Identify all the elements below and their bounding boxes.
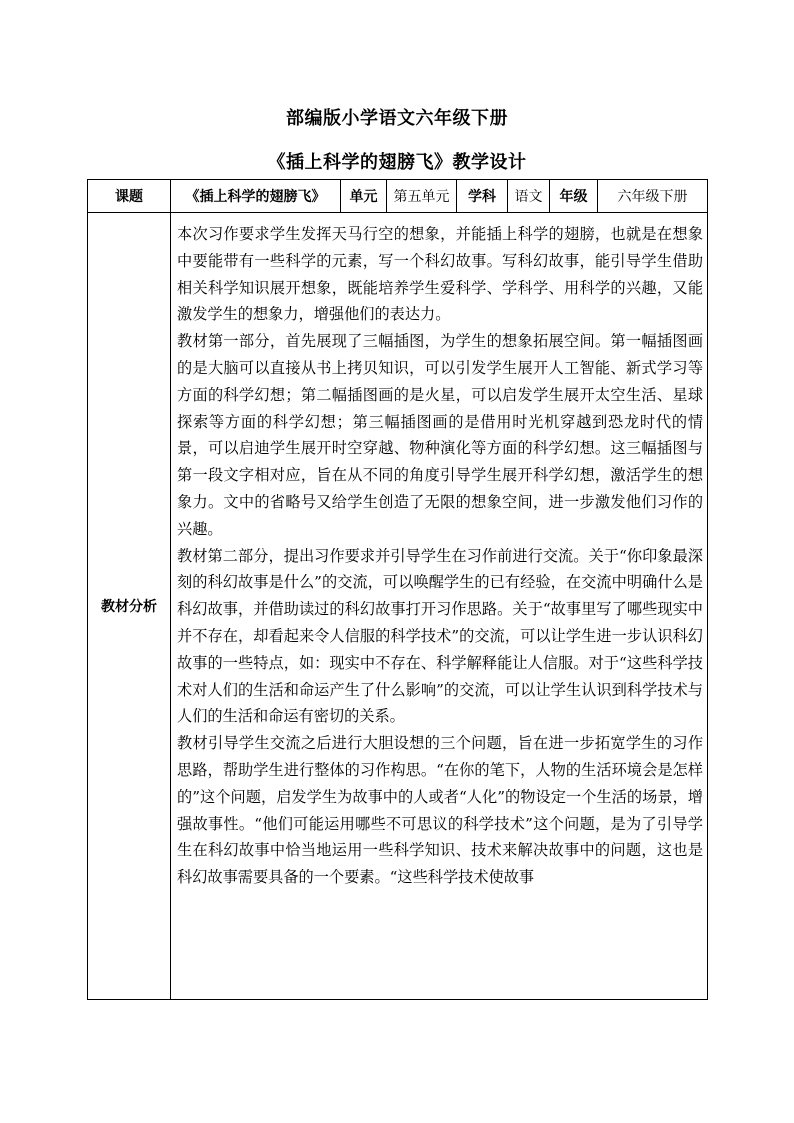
analysis-label: 教材分析 (88, 213, 171, 1000)
unit-value: 第五单元 (387, 180, 457, 213)
grade-label: 年级 (550, 180, 598, 213)
analysis-paragraph: 本次习作要求学生发挥天马行空的想象，并能插上科学的翅膀，也就是在想象中要能带有一些科学的元素，写一个科幻故事。写科幻故事，能引导学生借助相关科学知识展开想象，既能培养学生爱科学、学科学、用科学的兴趣，又能激发学生的想象力，增强他们的表达力。 (177, 225, 703, 324)
analysis-paragraph: 教材第一部分，首先展现了三幅插图，为学生的想象拓展空间。第一幅插图画的是大脑可以直接从书上拷贝知识，可以引发学生展开人工智能、新式学习等方面的科学幻想；第二幅插图画的是火星，可以启发学生展开太空生活、星球探索等方面的科学幻想；第三幅插图画的是借用时光机穿越到恐龙时代的情景，可以启迪学生展开时空穿越、物种演化等方面的科学幻想。这三幅插图与第一段文字相对应，旨在从不同的角度引导学生展开科学幻想，激活学生的想象力。文中的省略号又给学生创造了无限的想象空间，进一步激发他们习作的兴趣。 (177, 332, 703, 538)
analysis-content (171, 213, 708, 1000)
header-row (88, 180, 708, 213)
analysis-row (88, 213, 708, 1000)
grade-value: 六年级下册 (598, 180, 708, 213)
analysis-paragraph: 教材引导学生交流之后进行大胆设想的三个问题，旨在进一步拓宽学生的习作思路，帮助学生进行整体的习作构思。“在你的笔下，人物的生活环境会是怎样的”这个问题，启发学生为故事中的人或者“人化”的物设定一个生活的场景，增强故事性。“他们可能运用哪些不可思议的科学技术”这个问题，是为了引导学生在科幻故事中恰当地运用一些科学知识、技术来解决故事中的问题，这也是科幻故事需要具备的一个要素。“这些科学技术使故事 (177, 734, 703, 887)
lesson-plan-table (87, 179, 708, 1000)
subject-value: 语文 (508, 180, 550, 213)
unit-label: 单元 (341, 180, 387, 213)
topic-label: 课题 (88, 180, 171, 213)
document-title: 部编版小学语文六年级下册 (286, 108, 508, 129)
subject-label: 学科 (457, 180, 508, 213)
analysis-paragraph: 教材第二部分，提出习作要求并引导学生在习作前进行交流。关于“你印象最深刻的科幻故事是什么”的交流，可以唤醒学生的已有经验，在交流中明确什么是科幻故事，并借助读过的科幻故事打开习作思路。关于“故事里写了哪些现实中并不存在，却看起来令人信服的科学技术”的交流，可以让学生进一步认识科幻故事的一些特点，如：现实中不存在、科学解释能让人信服。对于“这些科学技术对人们的生活和命运产生了什么影响”的交流，可以让学生认识到科学技术与人们的生活和命运有密切的关系。 (177, 546, 703, 726)
document-subtitle: 《插上科学的翅膀飞》教学设计 (267, 152, 527, 173)
topic-value: 《插上科学的翅膀飞》 (171, 180, 341, 213)
